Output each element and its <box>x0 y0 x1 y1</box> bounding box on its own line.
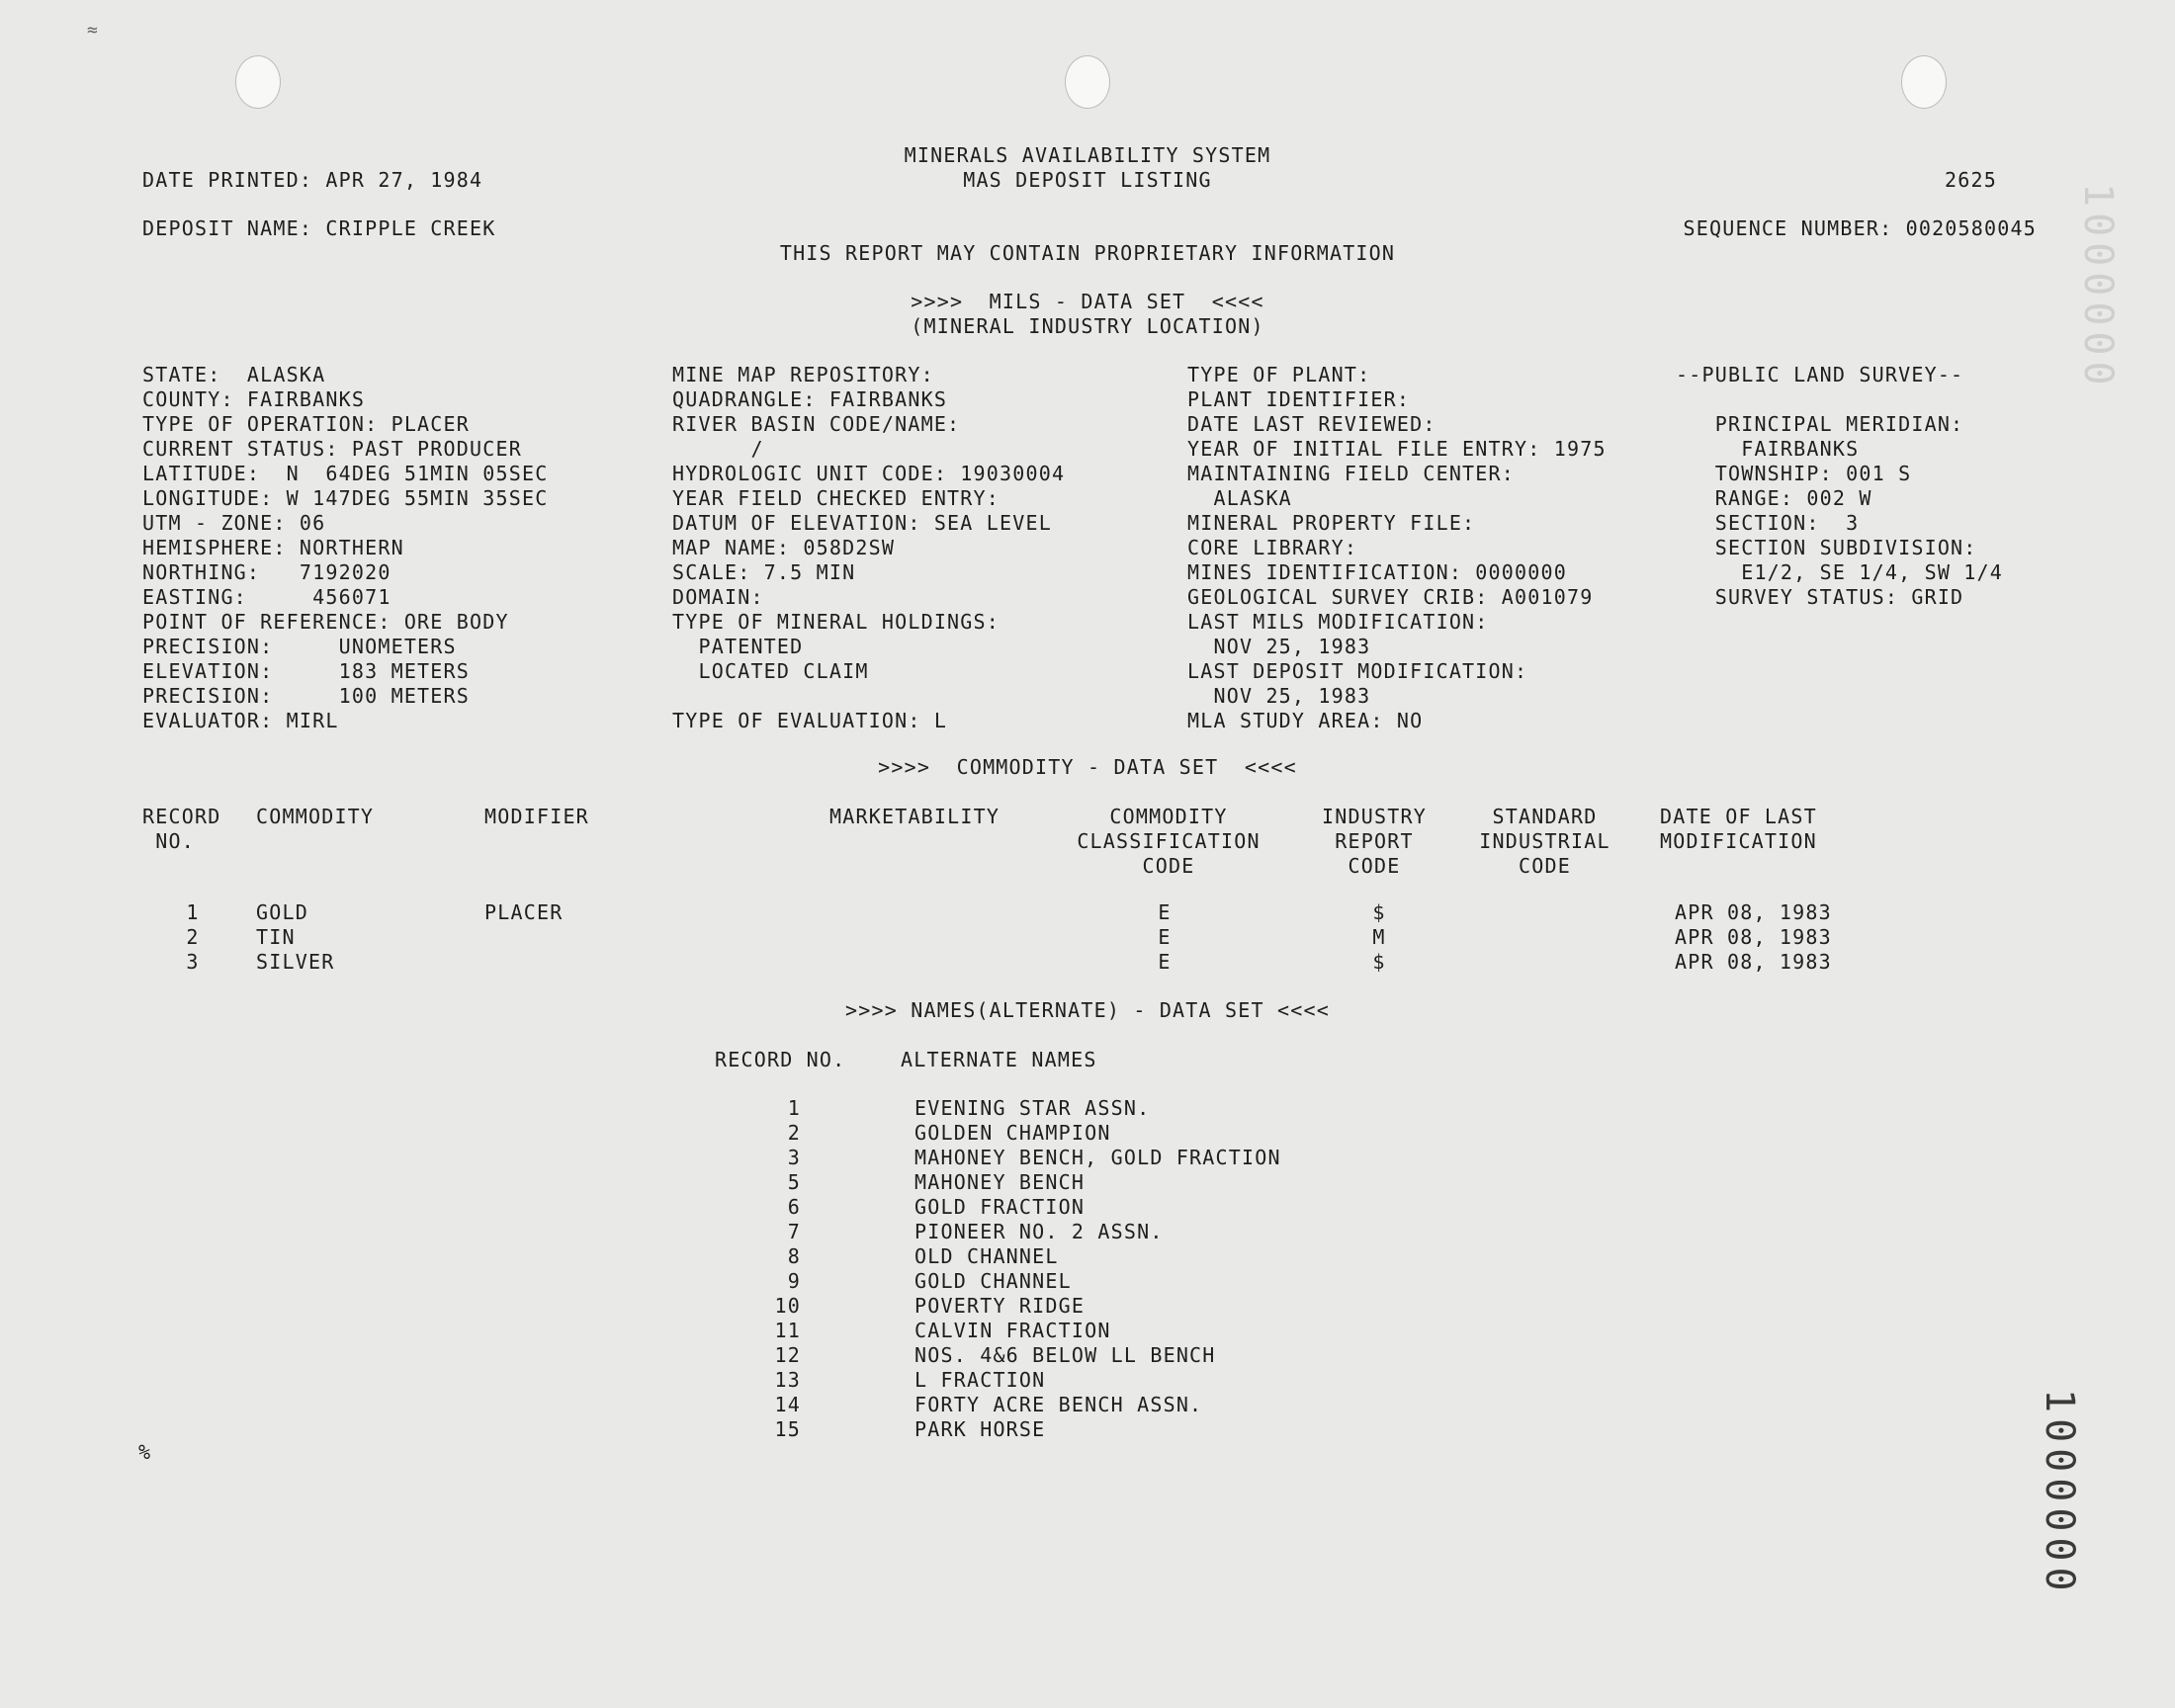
name-record-no: 14 <box>774 1393 801 1416</box>
mils-field: LAST DEPOSIT MODIFICATION: <box>1187 659 1528 683</box>
col-header-record: RECORD NO. <box>142 805 221 853</box>
name-record-no: 9 <box>787 1269 801 1293</box>
commodity-record-no: 1 <box>186 900 200 924</box>
commodity-modifier: PLACER <box>484 900 564 924</box>
alternate-name: PIONEER NO. 2 ASSN. <box>914 1220 1164 1243</box>
mils-field: CURRENT STATUS: PAST PRODUCER <box>142 437 522 461</box>
commodity-date: APR 08, 1983 <box>1675 950 1832 974</box>
mils-column-location <box>142 363 548 733</box>
names-header-names: ALTERNATE NAMES <box>901 1048 1097 1071</box>
alternate-name: MAHONEY BENCH <box>914 1170 1086 1194</box>
col-header-marketability: MARKETABILITY <box>829 805 1000 828</box>
commodity-row <box>0 925 2175 950</box>
mils-field: HEMISPHERE: NORTHERN <box>142 536 404 559</box>
mils-field: YEAR OF INITIAL FILE ENTRY: 1975 <box>1187 437 1607 461</box>
name-record-no: 12 <box>774 1343 801 1367</box>
survey-field <box>1676 387 2003 412</box>
survey-field: SECTION SUBDIVISION: <box>1676 536 1977 559</box>
name-record-no: 10 <box>774 1294 801 1318</box>
col-header-commodity: COMMODITY <box>256 805 375 828</box>
punch-hole-center <box>1065 55 1110 109</box>
commodity-row <box>0 950 2175 975</box>
mils-field: PRECISION: 100 METERS <box>142 684 471 708</box>
mils-title: >>>> MILS - DATA SET <<<< <box>911 290 1264 313</box>
commodity-title: >>>> COMMODITY - DATA SET <<<< <box>878 755 1297 779</box>
mils-field: MAINTAINING FIELD CENTER: <box>1187 462 1516 485</box>
commodity-class-code: E <box>1158 925 1172 949</box>
alternate-name: GOLDEN CHAMPION <box>914 1121 1111 1145</box>
mils-column-maps <box>672 363 1065 733</box>
mils-field: DOMAIN: <box>672 585 764 609</box>
punch-hole-right <box>1901 55 1947 109</box>
commodity-name: TIN <box>256 925 296 949</box>
survey-field: RANGE: 002 W <box>1676 486 1872 510</box>
mils-field: DATE LAST REVIEWED: <box>1187 412 1436 436</box>
col-header-sic: STANDARD INDUSTRIAL CODE <box>1479 805 1610 878</box>
bleedthrough-stamp-number: 1000000 <box>2075 183 2121 391</box>
mils-field: COUNTY: FAIRBANKS <box>142 387 366 411</box>
mils-field: LATITUDE: N 64DEG 51MIN 05SEC <box>142 462 549 485</box>
mils-field: TYPE OF EVALUATION: L <box>672 709 948 732</box>
commodity-class-code: E <box>1158 950 1172 974</box>
name-record-no: 3 <box>787 1146 801 1169</box>
mils-field: ELEVATION: 183 METERS <box>142 659 471 683</box>
mils-field: PLANT IDENTIFIER: <box>1187 387 1411 411</box>
mils-column-plant <box>1187 363 1607 733</box>
name-record-no: 2 <box>787 1121 801 1145</box>
name-record-no: 7 <box>787 1220 801 1243</box>
col-header-modifier: MODIFIER <box>484 805 589 828</box>
survey-field: SURVEY STATUS: GRID <box>1676 585 1964 609</box>
survey-field: --PUBLIC LAND SURVEY-- <box>1676 363 1964 386</box>
mils-field: ALASKA <box>1187 486 1292 510</box>
commodity-industry-code: M <box>1372 925 1386 949</box>
name-record-no: 13 <box>774 1368 801 1392</box>
commodity-name: GOLD <box>256 900 308 924</box>
name-record-no: 11 <box>774 1319 801 1342</box>
mils-field: TYPE OF PLANT: <box>1187 363 1371 386</box>
col-header-classification: COMMODITY CLASSIFICATION CODE <box>1077 805 1261 878</box>
mils-field: QUADRANGLE: FAIRBANKS <box>672 387 948 411</box>
page-stamp-number: 1000000 <box>2037 1389 2082 1597</box>
names-header-record: RECORD NO. <box>715 1048 846 1071</box>
public-land-survey <box>1676 363 2003 610</box>
name-record-no: 5 <box>787 1170 801 1194</box>
mils-field: LOCATED CLAIM <box>672 659 869 683</box>
mils-field: TYPE OF OPERATION: PLACER <box>142 412 471 436</box>
page-number: 2625 <box>1945 168 1997 192</box>
mils-field: DATUM OF ELEVATION: SEA LEVEL <box>672 511 1052 535</box>
alternate-name: OLD CHANNEL <box>914 1244 1059 1268</box>
commodity-date: APR 08, 1983 <box>1675 925 1832 949</box>
mils-field: LAST MILS MODIFICATION: <box>1187 610 1489 634</box>
mils-field: LONGITUDE: W 147DEG 55MIN 35SEC <box>142 486 549 510</box>
corner-scribble-icon: ≈ <box>87 20 98 41</box>
alternate-name: EVENING STAR ASSN. <box>914 1096 1151 1120</box>
commodity-record-no: 2 <box>186 925 200 949</box>
mils-field: MINE MAP REPOSITORY: <box>672 363 934 386</box>
mils-field: POINT OF REFERENCE: ORE BODY <box>142 610 509 634</box>
commodity-class-code: E <box>1158 900 1172 924</box>
alternate-name: MAHONEY BENCH, GOLD FRACTION <box>914 1146 1281 1169</box>
mils-subtitle: (MINERAL INDUSTRY LOCATION) <box>911 314 1264 338</box>
mils-field: GEOLOGICAL SURVEY CRIB: A001079 <box>1187 585 1594 609</box>
proprietary-notice: THIS REPORT MAY CONTAIN PROPRIETARY INFORMATION <box>779 241 1396 265</box>
survey-field: FAIRBANKS <box>1676 437 1860 461</box>
system-title: MINERALS AVAILABILITY SYSTEM <box>904 143 1271 167</box>
mils-field: TYPE OF MINERAL HOLDINGS: <box>672 610 1000 634</box>
mils-field: CORE LIBRARY: <box>1187 536 1358 559</box>
commodity-industry-code: $ <box>1372 950 1386 974</box>
alternate-name: NOS. 4&6 BELOW LL BENCH <box>914 1343 1216 1367</box>
mils-field: SCALE: 7.5 MIN <box>672 560 856 584</box>
mils-field: MINERAL PROPERTY FILE: <box>1187 511 1476 535</box>
percent-mark: % <box>138 1440 152 1464</box>
sequence-number: SEQUENCE NUMBER: 0020580045 <box>1683 216 2037 240</box>
survey-field: TOWNSHIP: 001 S <box>1676 462 1912 485</box>
listing-title: MAS DEPOSIT LISTING <box>963 168 1212 192</box>
alternate-name: L FRACTION <box>914 1368 1046 1392</box>
names-record-no-column <box>761 1096 801 1442</box>
mils-field: MINES IDENTIFICATION: 0000000 <box>1187 560 1567 584</box>
alternate-name: PARK HORSE <box>914 1417 1046 1441</box>
col-header-modified: DATE OF LAST MODIFICATION <box>1660 805 1817 853</box>
alternate-name: FORTY ACRE BENCH ASSN. <box>914 1393 1203 1416</box>
mils-field: RIVER BASIN CODE/NAME: <box>672 412 961 436</box>
survey-field: SECTION: 3 <box>1676 511 1860 535</box>
mils-field: YEAR FIELD CHECKED ENTRY: <box>672 486 1000 510</box>
mils-field: HYDROLOGIC UNIT CODE: 19030004 <box>672 462 1066 485</box>
survey-field: E1/2, SE 1/4, SW 1/4 <box>1676 560 2004 584</box>
commodity-record-no: 3 <box>186 950 200 974</box>
commodity-name: SILVER <box>256 950 335 974</box>
survey-field: PRINCIPAL MERIDIAN: <box>1676 412 1964 436</box>
alternate-names-column <box>914 1096 1281 1442</box>
mils-field <box>672 684 1065 709</box>
mils-field: EVALUATOR: MIRL <box>142 709 339 732</box>
mils-field: MAP NAME: 058D2SW <box>672 536 896 559</box>
mils-field: EASTING: 456071 <box>142 585 392 609</box>
mils-field: UTM - ZONE: 06 <box>142 511 326 535</box>
name-record-no: 8 <box>787 1244 801 1268</box>
mils-field: PATENTED <box>672 635 804 658</box>
mils-field: PRECISION: UNOMETERS <box>142 635 457 658</box>
name-record-no: 6 <box>787 1195 801 1219</box>
alternate-name: CALVIN FRACTION <box>914 1319 1111 1342</box>
alternate-name: GOLD FRACTION <box>914 1195 1086 1219</box>
date-printed: DATE PRINTED: APR 27, 1984 <box>142 168 483 192</box>
name-record-no: 15 <box>774 1417 801 1441</box>
mils-field: MLA STUDY AREA: NO <box>1187 709 1424 732</box>
commodity-industry-code: $ <box>1372 900 1386 924</box>
col-header-industry: INDUSTRY REPORT CODE <box>1322 805 1427 878</box>
deposit-name: DEPOSIT NAME: CRIPPLE CREEK <box>142 216 496 240</box>
mils-field: / <box>672 437 764 461</box>
mils-field: NOV 25, 1983 <box>1187 635 1371 658</box>
mils-field: NOV 25, 1983 <box>1187 684 1371 708</box>
commodity-row <box>0 900 2175 925</box>
alternate-name: GOLD CHANNEL <box>914 1269 1072 1293</box>
alternate-name: POVERTY RIDGE <box>914 1294 1086 1318</box>
mils-field: NORTHING: 7192020 <box>142 560 392 584</box>
punch-hole-left <box>235 55 281 109</box>
name-record-no: 1 <box>787 1096 801 1120</box>
commodity-date: APR 08, 1983 <box>1675 900 1832 924</box>
mils-field: STATE: ALASKA <box>142 363 326 386</box>
names-title: >>>> NAMES(ALTERNATE) - DATA SET <<<< <box>845 998 1330 1022</box>
